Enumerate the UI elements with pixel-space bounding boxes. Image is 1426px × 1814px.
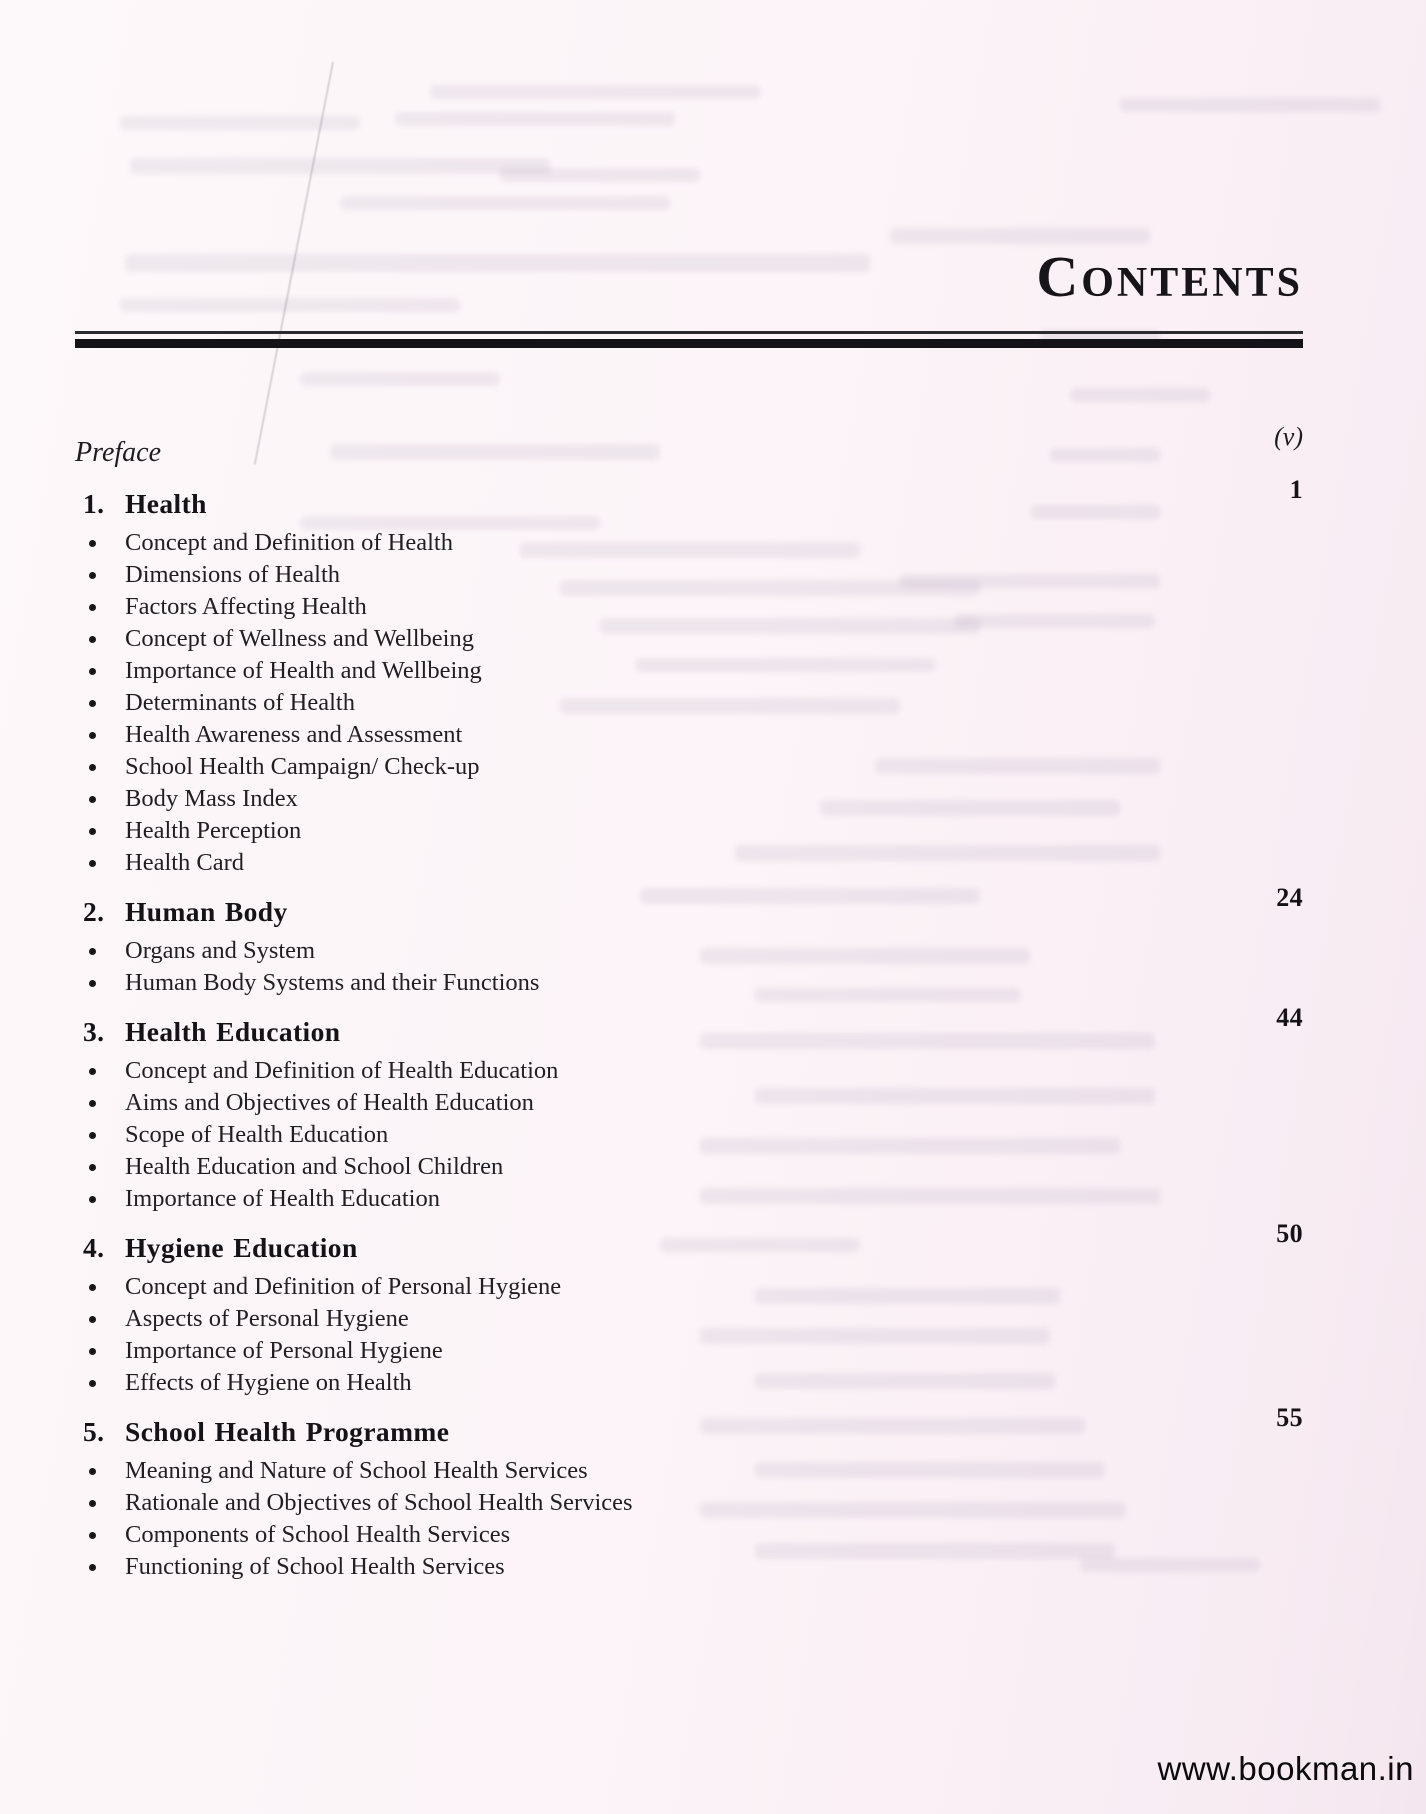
chapter-number: 3. <box>83 1016 105 1047</box>
topic-row <box>75 1183 1303 1215</box>
topic-row <box>75 1151 1303 1183</box>
topic-label: Health Awareness and Assessment <box>125 721 463 748</box>
topic-row <box>75 751 1303 783</box>
bullet-icon <box>89 1196 96 1203</box>
topic-row <box>75 1519 1303 1551</box>
chapter-block <box>75 883 1303 999</box>
bullet-icon <box>89 1316 96 1323</box>
chapter-heading <box>75 1219 1303 1264</box>
preface-page-number: (v) <box>1274 422 1303 451</box>
chapter-number: 1. <box>83 488 105 519</box>
chapter-number: 2. <box>83 896 105 927</box>
bullet-icon <box>89 1532 96 1539</box>
bleed-through-artifact <box>1120 98 1380 112</box>
topic-label: Body Mass Index <box>125 785 298 812</box>
bullet-icon <box>89 1132 96 1139</box>
topic-label: Rationale and Objectives of School Health Services <box>125 1489 633 1516</box>
topic-row <box>75 1335 1303 1367</box>
bleed-through-artifact <box>890 228 1150 244</box>
chapter-list <box>75 475 1303 1583</box>
topic-row <box>75 935 1303 967</box>
topic-label: Importance of Health and Wellbeing <box>125 657 482 684</box>
chapter-page-number: 55 <box>1276 1403 1303 1432</box>
bullet-icon <box>89 796 96 803</box>
topic-label: Dimensions of Health <box>125 561 341 588</box>
topic-label: Concept and Definition of Health Education <box>125 1057 559 1084</box>
bullet-icon <box>89 732 96 739</box>
bullet-icon <box>89 764 96 771</box>
publisher-watermark: www.bookman.in <box>1157 1750 1414 1787</box>
topic-row <box>75 1551 1303 1583</box>
title-rule-thin <box>75 331 1303 334</box>
topic-label: Factors Affecting Health <box>125 593 367 620</box>
topic-row <box>75 1303 1303 1335</box>
topic-label: Aims and Objectives of Health Education <box>125 1089 534 1116</box>
chapter-number: 4. <box>83 1232 105 1263</box>
topic-row <box>75 783 1303 815</box>
bleed-through-artifact <box>395 112 675 126</box>
topic-label: Importance of Personal Hygiene <box>125 1337 443 1364</box>
bullet-icon <box>89 668 96 675</box>
bullet-icon <box>89 1564 96 1571</box>
chapter-title: School Health Programme <box>125 1416 450 1447</box>
bleed-through-artifact <box>340 196 670 210</box>
topic-label: Functioning of School Health Services <box>125 1553 505 1580</box>
chapter-block <box>75 475 1303 879</box>
bullet-icon <box>89 1164 96 1171</box>
topic-row <box>75 847 1303 879</box>
bullet-icon <box>89 1100 96 1107</box>
topic-label: Concept and Definition of Health <box>125 529 453 556</box>
topic-row <box>75 1487 1303 1519</box>
chapter-title: Hygiene Education <box>125 1232 358 1263</box>
topic-row <box>75 815 1303 847</box>
topic-label: Importance of Health Education <box>125 1185 440 1212</box>
chapter-block <box>75 1403 1303 1583</box>
bleed-through-artifact <box>130 158 550 174</box>
topic-label: Components of School Health Services <box>125 1521 511 1548</box>
topic-row <box>75 591 1303 623</box>
topic-label: Determinants of Health <box>125 689 355 716</box>
topic-row <box>75 527 1303 559</box>
bullet-icon <box>89 1468 96 1475</box>
topic-row <box>75 655 1303 687</box>
topic-row <box>75 623 1303 655</box>
topic-label: Organs and System <box>125 937 316 964</box>
table-of-contents <box>75 422 1303 1583</box>
preface-row <box>75 422 1303 469</box>
topic-row <box>75 1455 1303 1487</box>
chapter-page-number: 44 <box>1276 1003 1303 1032</box>
chapter-heading <box>75 1403 1303 1448</box>
topic-row <box>75 967 1303 999</box>
topic-row <box>75 687 1303 719</box>
chapter-number: 5. <box>83 1416 105 1447</box>
chapter-title: Human Body <box>125 896 288 927</box>
bullet-icon <box>89 1380 96 1387</box>
chapter-heading <box>75 883 1303 928</box>
topic-label: Effects of Hygiene on Health <box>125 1369 412 1396</box>
bullet-icon <box>89 700 96 707</box>
topic-label: Scope of Health Education <box>125 1121 389 1148</box>
page-title: CONTENTS <box>1036 244 1303 309</box>
topic-row <box>75 1055 1303 1087</box>
contents-column <box>75 245 1303 1583</box>
topic-label: Health Education and School Children <box>125 1153 504 1180</box>
chapter-title: Health Education <box>125 1016 341 1047</box>
topic-label: School Health Campaign/ Check-up <box>125 753 480 780</box>
bullet-icon <box>89 1500 96 1507</box>
chapter-heading <box>75 1003 1303 1048</box>
bullet-icon <box>89 1068 96 1075</box>
topic-row <box>75 1119 1303 1151</box>
topic-label: Concept and Definition of Personal Hygiene <box>125 1273 562 1300</box>
bullet-icon <box>89 540 96 547</box>
bullet-icon <box>89 604 96 611</box>
bleed-through-artifact <box>430 85 760 99</box>
bullet-icon <box>89 1284 96 1291</box>
bullet-icon <box>89 572 96 579</box>
bullet-icon <box>89 1348 96 1355</box>
chapter-page-number: 1 <box>1289 475 1303 504</box>
chapter-block <box>75 1003 1303 1215</box>
bullet-icon <box>89 860 96 867</box>
topic-row <box>75 559 1303 591</box>
bullet-icon <box>89 636 96 643</box>
topic-row <box>75 1087 1303 1119</box>
chapter-block <box>75 1219 1303 1399</box>
bullet-icon <box>89 980 96 987</box>
topic-label: Health Perception <box>125 817 302 844</box>
bullet-icon <box>89 828 96 835</box>
topic-label: Health Card <box>125 849 245 876</box>
topic-label: Meaning and Nature of School Health Services <box>125 1457 588 1484</box>
chapter-heading <box>75 475 1303 520</box>
topic-label: Aspects of Personal Hygiene <box>125 1305 409 1332</box>
topic-row <box>75 719 1303 751</box>
chapter-page-number: 24 <box>1276 883 1303 912</box>
topic-label: Human Body Systems and their Functions <box>125 969 540 996</box>
chapter-title: Health <box>125 488 207 519</box>
topic-row <box>75 1367 1303 1399</box>
bleed-through-artifact <box>500 168 700 182</box>
preface-label: Preface <box>75 437 162 468</box>
title-rule-thick <box>75 339 1303 348</box>
bullet-icon <box>89 948 96 955</box>
chapter-page-number: 50 <box>1276 1219 1303 1248</box>
bleed-through-artifact <box>120 116 360 130</box>
topic-label: Concept of Wellness and Wellbeing <box>125 625 474 652</box>
topic-row <box>75 1271 1303 1303</box>
